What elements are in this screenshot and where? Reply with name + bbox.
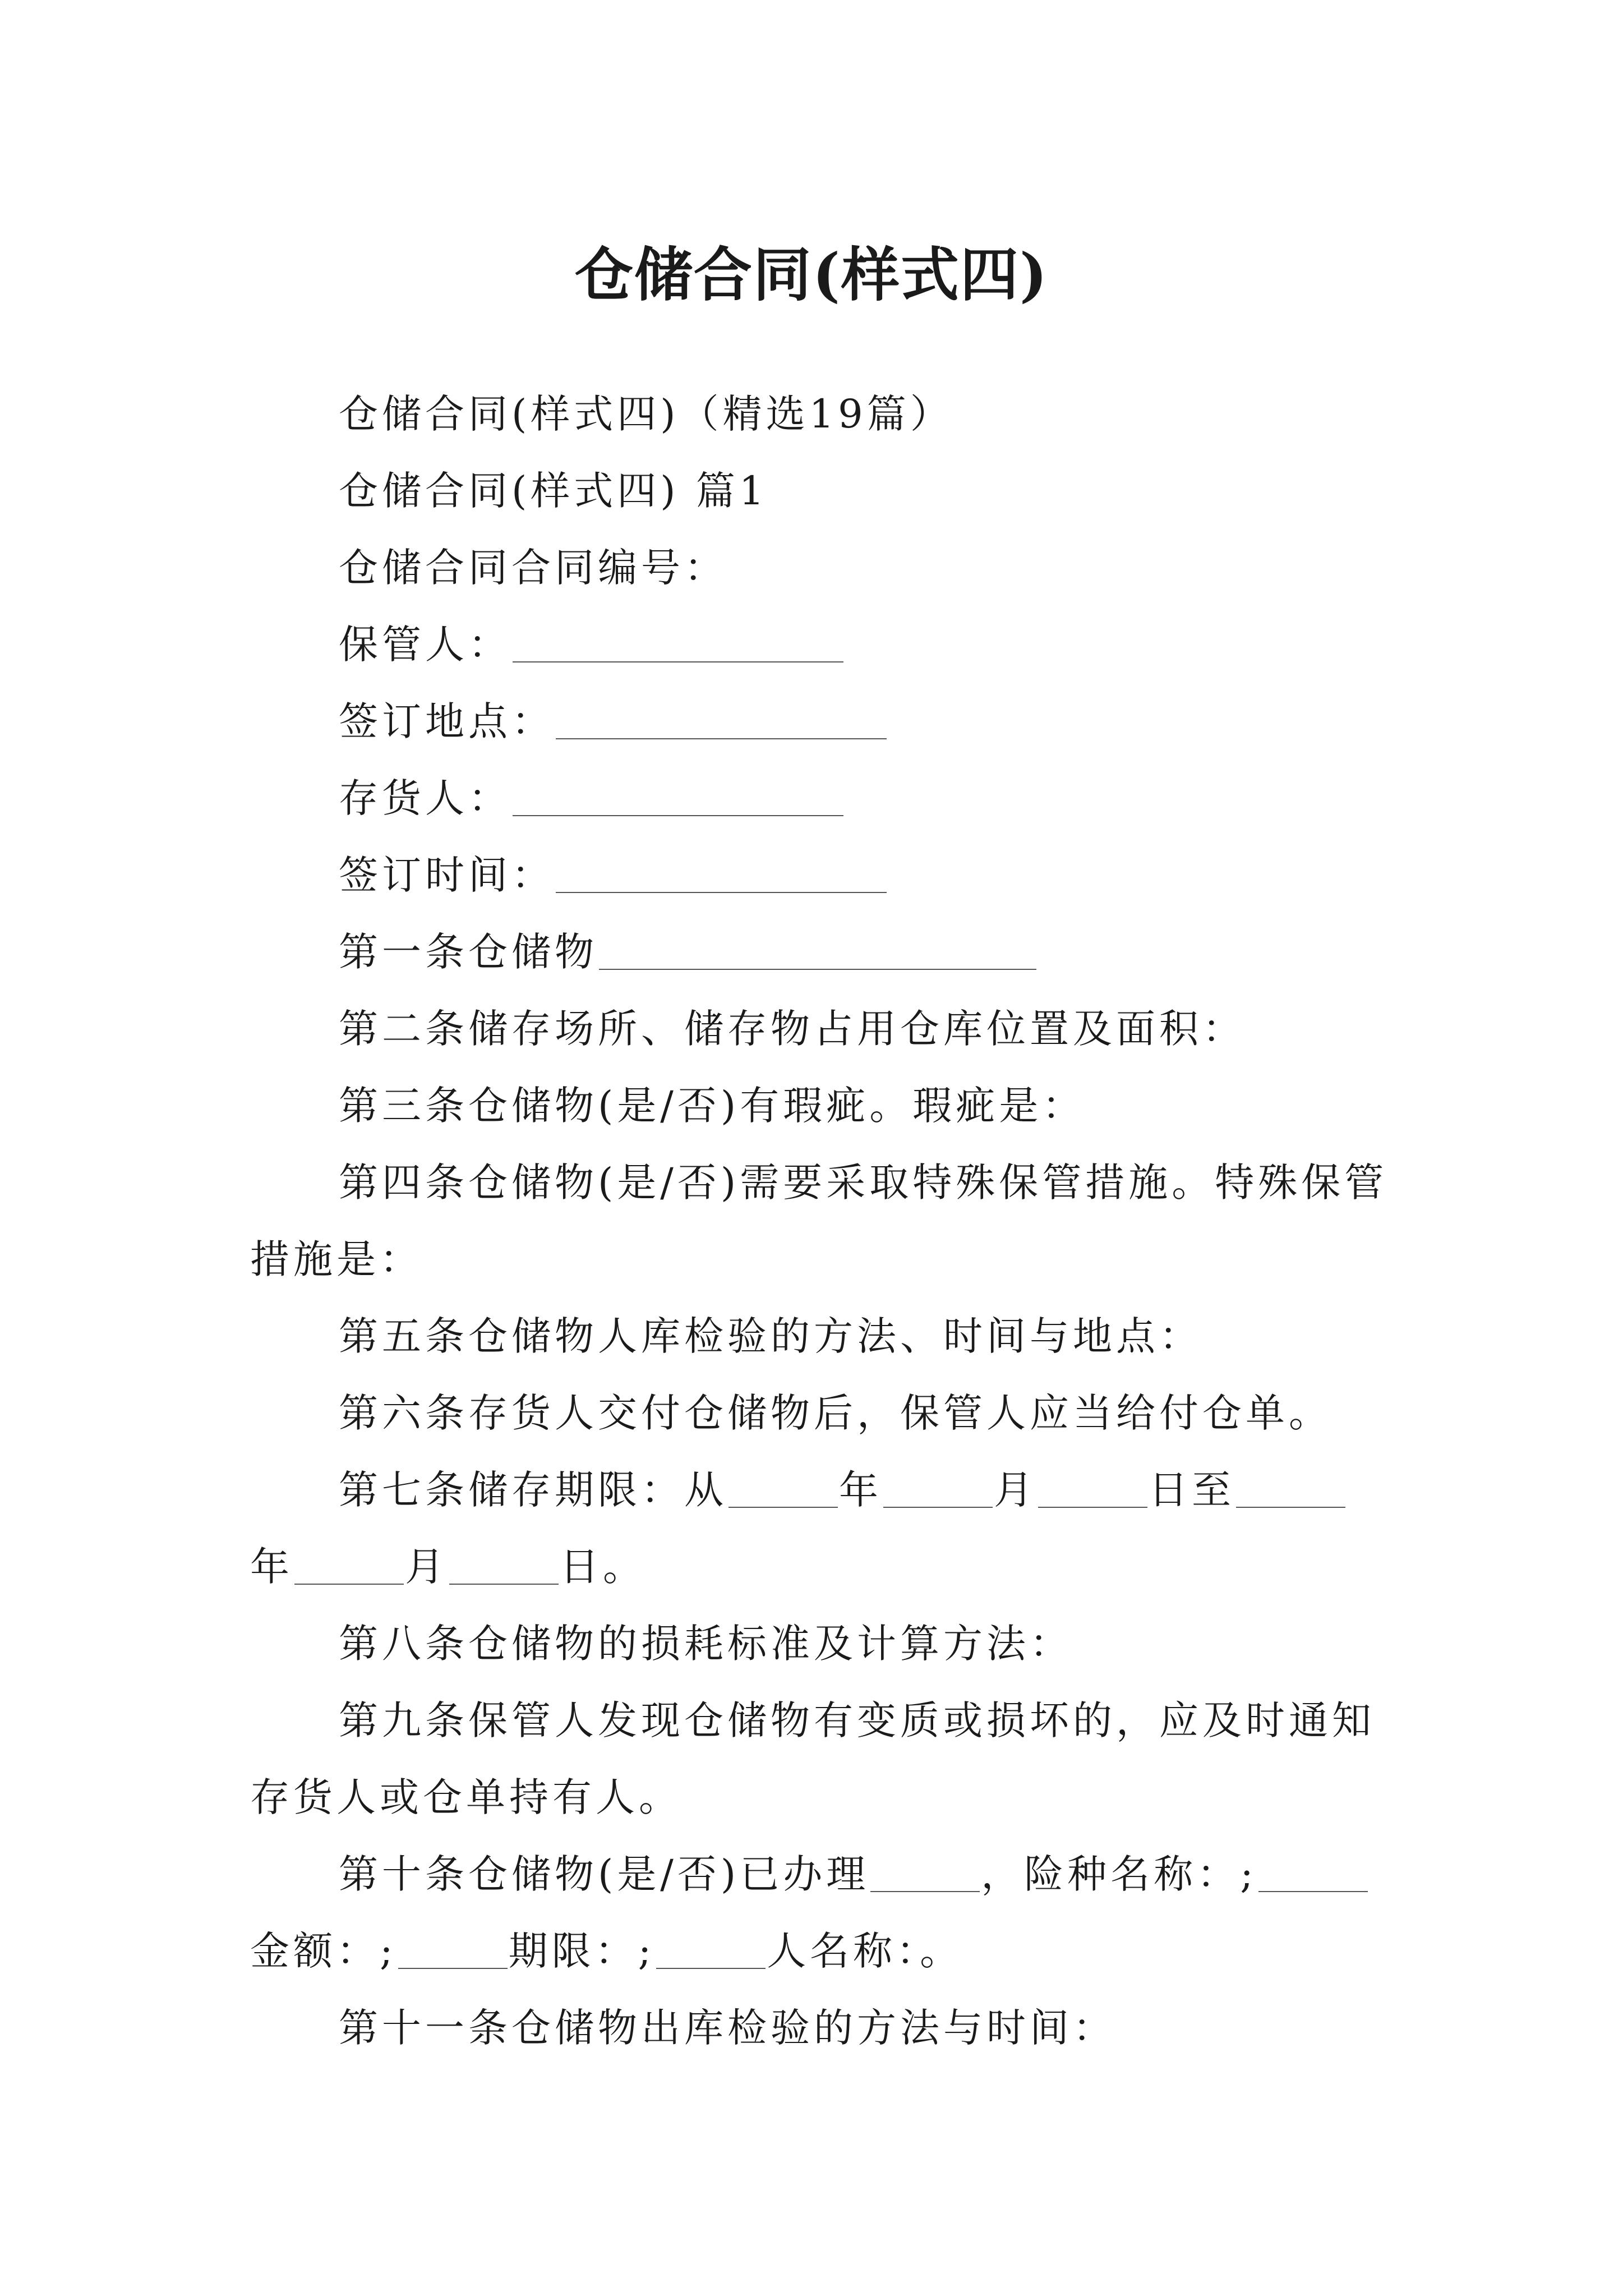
paragraph-article-5: 第五条仓储物人库检验的方法、时间与地点： xyxy=(339,1313,1202,1359)
article-1-label: 第一条仓储物 xyxy=(339,929,598,975)
start-day-blank xyxy=(1038,1469,1147,1508)
paragraph-signing-time xyxy=(250,837,1389,914)
article-7-text-d: 日至 xyxy=(1149,1467,1235,1513)
article-7-text-c: 月 xyxy=(994,1467,1037,1513)
end-month-blank xyxy=(294,1545,404,1585)
period-blank xyxy=(656,1930,766,1969)
article-7-text-e: 年 xyxy=(250,1544,293,1590)
end-year-blank xyxy=(1236,1469,1345,1508)
article-10-text-c: 金额：; xyxy=(250,1928,397,1974)
document-title: 仓储合同(样式四) xyxy=(574,240,1049,309)
depositor-label: 存货人： xyxy=(339,775,511,821)
custodian-blank xyxy=(513,623,843,662)
article-10-text-d: 期限：; xyxy=(508,1928,656,1974)
signing-time-blank xyxy=(556,854,887,893)
paragraph-article-11: 第十一条仓储物出库检验的方法与时间： xyxy=(339,2005,1116,2051)
paragraph-article-8: 第八条仓储物的损耗标准及计算方法： xyxy=(339,1621,1073,1667)
end-day-blank xyxy=(449,1545,559,1585)
amount-blank xyxy=(398,1930,508,1969)
article-7-text-g: 日。 xyxy=(560,1544,646,1590)
article-7-text-f: 月 xyxy=(405,1544,448,1590)
paragraph-article-9: 第九条保管人发现仓储物有变质或损坏的，应及时通知存货人或仓单持有人。 xyxy=(250,1697,1375,1820)
start-month-blank xyxy=(883,1469,993,1508)
paragraph-depositor xyxy=(250,760,1389,837)
paragraph-article-7 xyxy=(250,1452,1389,1605)
signing-place-blank xyxy=(556,700,887,739)
document-body xyxy=(250,376,1389,2067)
paragraph-section-heading: 仓储合同(样式四) 篇1 xyxy=(339,468,768,514)
paragraph-article-6: 第六条存货人交付仓储物后，保管人应当给付仓单。 xyxy=(339,1390,1332,1436)
paragraph-article-3: 第三条仓储物(是/否)有瑕疵。瑕疵是： xyxy=(339,1083,1086,1129)
insurance-type-blank xyxy=(1258,1853,1368,1892)
insurance-blank xyxy=(870,1853,980,1892)
article-10-text-a: 第十条仓储物(是/否)已办理 xyxy=(339,1851,870,1897)
paragraph-article-2: 第二条储存场所、储存物占用仓库位置及面积： xyxy=(339,1006,1246,1052)
signing-place-label: 签订地点： xyxy=(339,698,555,744)
paragraph-custodian xyxy=(250,606,1389,683)
paragraph-article-4: 第四条仓储物(是/否)需要采取特殊保管措施。特殊保管措施是： xyxy=(250,1159,1388,1282)
paragraph-signing-place xyxy=(250,683,1389,760)
paragraph-subtitle: 仓储合同(样式四)（精选19篇） xyxy=(339,391,953,437)
paragraph-contract-number: 仓储合同合同编号： xyxy=(339,545,727,591)
paragraph-article-1 xyxy=(250,914,1389,991)
article-10-text-b: ，险种名称：; xyxy=(981,1851,1257,1897)
article-1-blank xyxy=(599,931,1036,970)
article-7-text-a: 第七条储存期限：从 xyxy=(339,1467,727,1513)
custodian-label: 保管人： xyxy=(339,622,511,668)
article-7-text-b: 年 xyxy=(839,1467,882,1513)
paragraph-article-10 xyxy=(250,1836,1389,1990)
depositor-blank xyxy=(513,777,843,816)
start-year-blank xyxy=(728,1469,838,1508)
article-10-text-e: 人名称：。 xyxy=(767,1928,963,1974)
signing-time-label: 签订时间： xyxy=(339,852,555,898)
